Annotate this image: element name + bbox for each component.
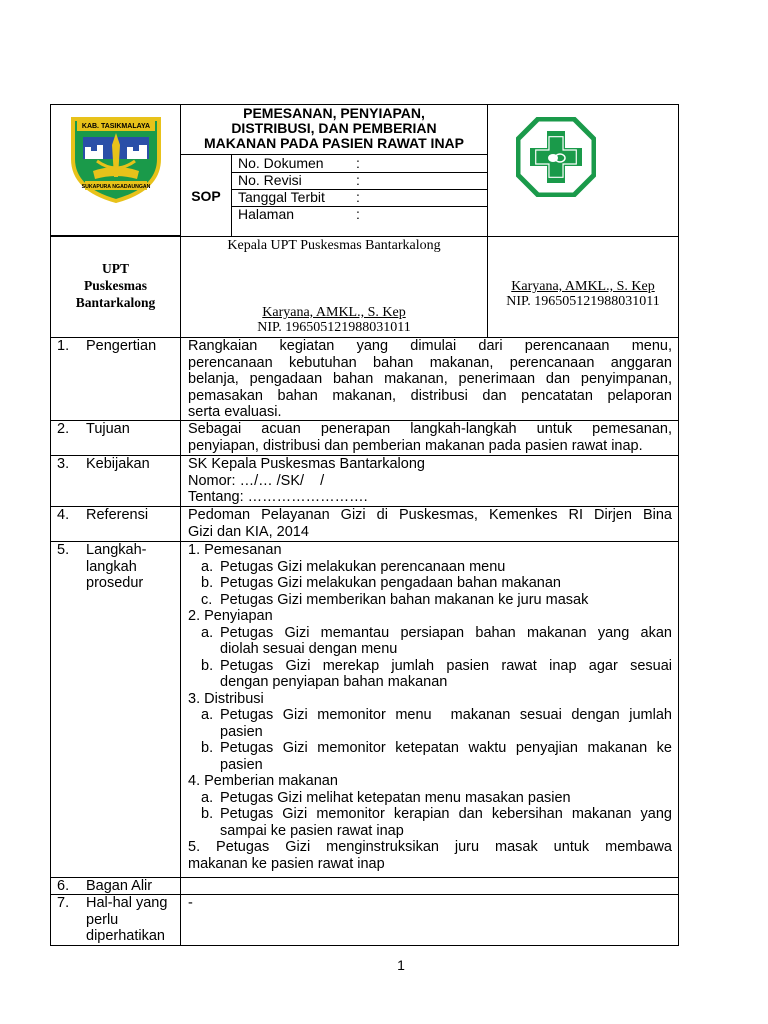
step-item — [181, 790, 672, 807]
row-number: 6. — [57, 878, 70, 894]
row-number: 4. — [57, 507, 70, 523]
row-label-line: Langkah- — [86, 542, 147, 558]
step-marker: b. — [201, 657, 214, 674]
content-line: Tentang: ……………………. — [188, 489, 368, 505]
content-line: perencanaan kebutuhan bahan makanan, perencanaan anggaran — [188, 354, 672, 371]
puskesmas-logo-icon — [516, 117, 596, 197]
row-referensi-label — [50, 506, 181, 542]
sop-cell — [180, 154, 232, 237]
content-line: - — [188, 895, 193, 911]
row-perhatian-content — [180, 894, 679, 946]
step-item — [181, 575, 672, 592]
meta-label: Tanggal Terbit — [238, 189, 325, 205]
content-line: Nomor: …/… /SK/ / — [188, 472, 325, 489]
meta-label: No. Dokumen — [238, 155, 324, 171]
step-text: Petugas Gizi memberikan bahan makanan ke juru masak — [220, 591, 589, 608]
row-referensi-content — [180, 506, 679, 542]
meta-row-revisi — [232, 172, 487, 190]
step-marker: a. — [201, 707, 214, 723]
step-text: pasien — [220, 723, 263, 740]
step-item — [181, 592, 672, 609]
row-label-line: prosedur — [86, 575, 144, 591]
step-text: Petugas Gizi melakukan perencanaan menu — [220, 558, 506, 575]
row-label — [86, 895, 167, 945]
step-text: Petugas Gizi memonitor kerapian dan kebersihan makanan yang — [220, 806, 672, 822]
doc-title-line-1: PEMESANAN, PENYIAPAN, — [243, 105, 425, 121]
step-marker: c. — [201, 591, 213, 608]
step-text: sampai ke pasien rawat inap — [220, 822, 404, 839]
meta-label: Halaman — [238, 206, 295, 222]
signature-center-cell — [180, 236, 488, 338]
step-heading: 3. Distribusi — [188, 690, 264, 707]
step-marker: a. — [201, 624, 214, 641]
doc-title — [181, 106, 487, 151]
step-text: Petugas Gizi memonitor menu makanan sesuai dengan jumlah — [220, 707, 672, 723]
content-line: belanja, pengadaan bahan makanan, penerimaan dan penyimpanan, — [188, 371, 672, 387]
meta-row-terbit — [232, 189, 487, 207]
org-line-2: Puskesmas — [83, 278, 147, 293]
row-number: 7. — [57, 895, 70, 911]
row-perhatian-label — [50, 894, 181, 946]
step-heading: 5. Petugas Gizi menginstruksikan juru masak untuk membawa — [188, 839, 672, 855]
step-item — [181, 740, 672, 773]
step-marker: b. — [201, 740, 214, 756]
step-text: Petugas Gizi memonitor ketepatan waktu penyajian makanan ke — [220, 740, 672, 756]
step-text: Petugas Gizi melakukan pengadaan bahan makanan — [220, 575, 561, 591]
row-number: 2. — [57, 421, 70, 437]
doc-title-line-3: MAKANAN PADA PASIEN RAWAT INAP — [203, 135, 465, 151]
content-line: serta evaluasi. — [188, 404, 282, 420]
title-cell — [180, 104, 488, 155]
meta-colon: : — [356, 172, 360, 188]
meta-row-halaman — [232, 206, 487, 223]
content-line: Pedoman Pelayanan Gizi di Puskesmas, Kemenkes RI Dirjen Bina — [188, 507, 672, 523]
content-line: Gizi dan KIA, 2014 — [188, 523, 309, 540]
row-pengertian-content — [180, 337, 679, 421]
step-marker: b. — [201, 575, 214, 591]
logo-right-cell — [487, 104, 679, 237]
row-prosedur-content — [180, 541, 679, 878]
row-label-line: Hal-hal yang — [86, 895, 168, 911]
row-kebijakan-content — [180, 455, 679, 507]
step-marker: a. — [201, 789, 214, 806]
row-number: 5. — [57, 542, 70, 558]
step-heading: 1. Pemesanan — [188, 542, 282, 558]
row-label-line: diperhatikan — [86, 928, 165, 944]
step-text: dengan penyiapan bahan makanan — [220, 674, 448, 690]
signature-nip: NIP. 196505121988031011 — [257, 320, 411, 335]
step-text: pasien — [220, 756, 263, 773]
svg-text:KAB. TASIKMALAYA: KAB. TASIKMALAYA — [81, 123, 151, 130]
step-heading: 2. Penyiapan — [188, 608, 273, 624]
meta-colon: : — [356, 206, 360, 222]
doc-title-line-2: DISTRIBUSI, DAN PEMBERIAN — [231, 120, 437, 136]
content-line: SK Kepala Puskesmas Bantarkalong — [188, 456, 425, 472]
row-label: Pengertian — [86, 338, 157, 354]
step-heading: 4. Pemberian makanan — [188, 773, 338, 789]
step-item — [181, 806, 672, 839]
kabupaten-logo-icon — [67, 115, 165, 203]
row-label-line: perlu — [86, 911, 119, 928]
content-line: pemasakan bahan makanan, distribusi dan pencatatan pelaporan — [188, 387, 672, 404]
row-label-line: langkah — [86, 558, 137, 575]
signature-name: Karyana, AMKL., S. Kep — [262, 305, 406, 320]
row-label: Referensi — [86, 507, 149, 523]
step-item — [181, 559, 672, 576]
meta-label: No. Revisi — [238, 172, 302, 188]
signature-title: Kepala UPT Puskesmas Bantarkalong — [227, 238, 441, 253]
signature-right-name: Karyana, AMKL., S. Kep — [511, 279, 655, 294]
row-number: 1. — [57, 338, 70, 354]
content-line: Rangkaian kegiatan yang dimulai dari perencanaan menu, — [188, 338, 672, 354]
row-bagan-label — [50, 877, 181, 895]
row-kebijakan-label — [50, 455, 181, 507]
step-item — [181, 707, 672, 740]
row-label: Bagan Alir — [86, 878, 153, 894]
row-label: Kebijakan — [86, 456, 150, 472]
row-label: Tujuan — [86, 421, 130, 437]
step-item — [181, 658, 672, 691]
content-line: penyiapan, distribusi dan pemberian makanan pada pasien rawat inap. — [188, 437, 643, 454]
meta-table — [231, 154, 488, 237]
meta-colon: : — [356, 189, 360, 205]
page-number: 1 — [397, 957, 405, 973]
org-name — [51, 260, 180, 311]
org-cell — [50, 236, 181, 338]
row-tujuan-label — [50, 420, 181, 456]
signature-right-cell — [487, 236, 679, 338]
logo-left-cell — [50, 104, 181, 236]
row-tujuan-content — [180, 420, 679, 456]
step-text: Petugas Gizi melihat ketepatan menu masakan pasien — [220, 789, 571, 806]
step-text: makanan ke pasien rawat inap — [188, 855, 385, 872]
sop-label: SOP — [191, 188, 221, 204]
meta-row-dokumen — [232, 155, 487, 173]
row-prosedur-label — [50, 541, 181, 878]
step-text: diolah sesuai dengan menu — [220, 641, 398, 657]
svg-text:SUKAPURA NGADAUNGAN: SUKAPURA NGADAUNGAN — [81, 184, 151, 190]
meta-colon: : — [356, 155, 360, 171]
step-text: Petugas Gizi memantau persiapan bahan makanan yang akan — [220, 624, 672, 641]
step-marker: b. — [201, 806, 214, 822]
org-line-1: UPT — [102, 261, 129, 276]
row-pengertian-label — [50, 337, 181, 421]
row-bagan-content — [180, 877, 679, 895]
step-marker: a. — [201, 558, 214, 575]
org-line-3: Bantarkalong — [75, 295, 156, 310]
step-text: Petugas Gizi merekap jumlah pasien rawat inap agar sesuai — [220, 657, 672, 674]
signature-right-nip: NIP. 196505121988031011 — [506, 294, 660, 309]
row-number: 3. — [57, 456, 70, 472]
step-item — [181, 625, 672, 658]
row-label — [86, 542, 146, 592]
content-line: Sebagai acuan penerapan langkah-langkah untuk pemesanan, — [188, 421, 672, 437]
